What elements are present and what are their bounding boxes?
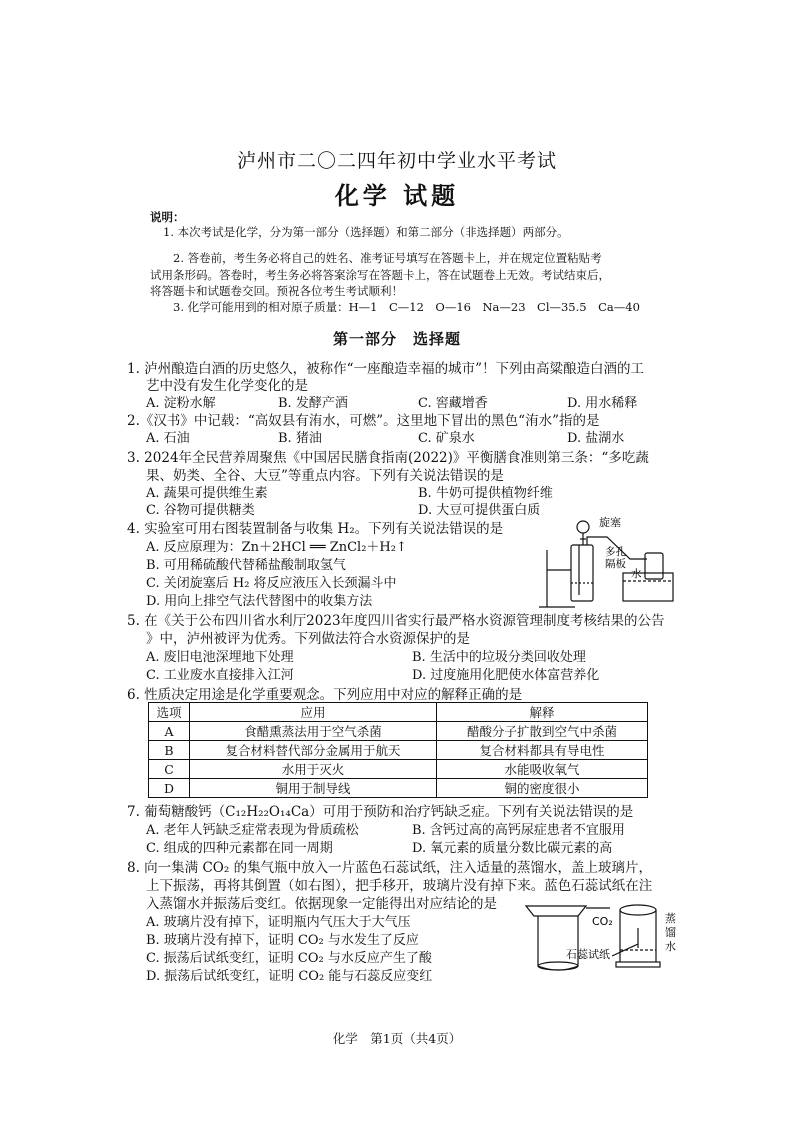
table-cell: 复合材料替代部分金属用于航天 bbox=[190, 741, 437, 760]
distilled-water-label-1: 蒸 bbox=[665, 912, 676, 925]
q4-option-b: B. 可用稀硫酸代替稀盐酸制取氢气 bbox=[146, 558, 346, 573]
note-1: 1. 本次考试是化学，分为第一部分（选择题）和第二部分（非选择题）两部分。 bbox=[163, 225, 569, 239]
section-title: 第一部分 选择题 bbox=[332, 330, 461, 348]
note-3: 3. 化学可能用到的相对原子质量：H—1 C—12 O—16 Na—23 Cl—35.5 Ca—40 bbox=[173, 300, 640, 314]
litmus-paper-label: 石蕊试纸 bbox=[566, 948, 610, 961]
q5-option-c: C. 工业废水直接排入江河 bbox=[146, 668, 294, 683]
exam-subtitle: 化学 试题 bbox=[334, 181, 460, 210]
q5-option-b: B. 生活中的垃圾分类回收处理 bbox=[412, 650, 586, 665]
porous-label-1: 多孔 bbox=[605, 546, 626, 558]
q3-option-a: A. 蔬果可提供维生素 bbox=[146, 486, 268, 501]
page-footer: 化学 第1页（共4页） bbox=[332, 1031, 462, 1046]
table-row bbox=[149, 741, 648, 760]
table-header-explanation: 解释 bbox=[437, 703, 648, 722]
q3-option-b: B. 牛奶可提供植物纤维 bbox=[418, 486, 553, 501]
q8-option-d: D. 振荡后试纸变红，证明 CO₂ 能与石蕊反应变红 bbox=[146, 969, 433, 984]
q8-option-b: B. 玻璃片没有掉下，证明 CO₂ 与水发生了反应 bbox=[146, 933, 419, 948]
q2-stem: 2.《汉书》中记载：“高奴县有洧水，可燃”。这里地下冒出的黑色“洧水”指的是 bbox=[127, 413, 600, 429]
q2-option-b: B. 猪油 bbox=[278, 431, 322, 446]
q8-stem-line1: 8. 向一集满 CO₂ 的集气瓶中放入一片蓝色石蕊试纸，注入适量的蒸馏水，盖上玻璃片， bbox=[127, 860, 653, 876]
q8-option-a: A. 玻璃片没有掉下，证明瓶内气压大于大气压 bbox=[146, 915, 411, 930]
table-cell: 水用于灭火 bbox=[190, 760, 437, 779]
q1-option-a: A. 淀粉水解 bbox=[146, 396, 216, 411]
q7-option-b: B. 含钙过高的高钙尿症患者不宜服用 bbox=[412, 823, 625, 838]
exam-title: 泸州市二〇二四年初中学业水平考试 bbox=[236, 150, 557, 172]
table-cell: A bbox=[149, 722, 190, 741]
table-cell: 醋酸分子扩散到空气中杀菌 bbox=[437, 722, 648, 741]
table-header-application: 应用 bbox=[190, 703, 437, 722]
table-row bbox=[149, 779, 648, 798]
q5-option-d: D. 过度施用化肥使水体富营养化 bbox=[412, 668, 600, 683]
q1-option-d: D. 用水稀释 bbox=[567, 396, 638, 411]
valve-label: 旋塞 bbox=[599, 516, 621, 529]
q4-option-d: D. 用向上排空气法代替图中的收集方法 bbox=[146, 594, 373, 609]
q1-stem-line1: 1. 泸州酿造白酒的历史悠久，被称作“一座酿造幸福的城市”！下列由高粱酿造白酒的工 bbox=[127, 361, 644, 377]
q8-stem-line2: 上下振荡，再将其倒置（如右图），把手移开，玻璃片没有掉下来。蓝色石蕊试纸在注 bbox=[146, 878, 653, 894]
q6-table bbox=[148, 702, 648, 798]
table-cell: 食醋熏蒸法用于空气杀菌 bbox=[190, 722, 437, 741]
q4-option-a: A. 反应原理为：Zn＋2HCl ══ ZnCl₂＋H₂↑ bbox=[146, 540, 407, 555]
note-2-line2: 试用条形码。答卷时，考生务必将答案涂写在答题卡上，答在试题卷上无效。考试结束后， bbox=[150, 268, 610, 282]
q6-stem: 6. 性质决定用途是化学重要观念。下列应用中对应的解释正确的是 bbox=[127, 687, 523, 703]
q3-option-d: D. 大豆可提供蛋白质 bbox=[418, 503, 541, 518]
q2-option-a: A. 石油 bbox=[146, 431, 190, 446]
table-header-option: 选项 bbox=[149, 703, 190, 722]
q8-option-c: C. 振荡后试纸变红，证明 CO₂ 与水反应产生了酸 bbox=[146, 951, 432, 966]
co2-bottle-figure bbox=[520, 898, 690, 978]
q1-option-b: B. 发酵产酒 bbox=[278, 396, 348, 411]
table-cell: C bbox=[149, 760, 190, 779]
q5-stem-line1: 5. 在《关于公布四川省水利厅2023年度四川省实行最严格水资源管理制度考核结果的公告 bbox=[127, 613, 665, 629]
table-header-row bbox=[149, 703, 648, 722]
water-label: 水 bbox=[631, 568, 642, 580]
q2-option-c: C. 矿泉水 bbox=[418, 431, 475, 446]
table-cell: 复合材料都具有导电性 bbox=[437, 741, 648, 760]
table-cell: 铜的密度很小 bbox=[437, 779, 648, 798]
q7-option-d: D. 氧元素的质量分数比碳元素的高 bbox=[412, 841, 613, 856]
q8-stem-line3: 入蒸馏水并振荡后变红。依据现象一定能得出对应结论的是 bbox=[146, 896, 497, 912]
q7-stem: 7. 葡萄糖酸钙（C₁₂H₂₂O₁₄Ca）可用于预防和治疗钙缺乏症。下列有关说法错误的是 bbox=[127, 804, 634, 820]
q4-option-c: C. 关闭旋塞后 H₂ 将反应液压入长颈漏斗中 bbox=[146, 576, 397, 591]
hydrogen-apparatus-figure bbox=[535, 515, 685, 610]
table-row bbox=[149, 722, 648, 741]
q3-stem-line1: 3. 2024年全民营养周聚焦《中国居民膳食指南(2022)》平衡膳食准则第三条：“多吃蔬 bbox=[127, 450, 649, 466]
porous-label-2: 隔板 bbox=[605, 558, 626, 570]
q7-option-c: C. 组成的四种元素都在同一周期 bbox=[146, 841, 333, 856]
q5-stem-line2: 》中，泸州被评为优秀。下列做法符合水资源保护的是 bbox=[146, 631, 470, 647]
table-cell: 铜用于制导线 bbox=[190, 779, 437, 798]
distilled-water-label-3: 水 bbox=[665, 940, 676, 953]
note-2-line1: 2. 答卷前，考生务必将自己的姓名、准考证号填写在答题卡上，并在规定位置粘贴考 bbox=[173, 251, 602, 265]
table-row bbox=[149, 760, 648, 779]
q1-stem-line2: 艺中没有发生化学变化的是 bbox=[146, 378, 308, 394]
table-cell: D bbox=[149, 779, 190, 798]
distilled-water-label-2: 馏 bbox=[665, 926, 676, 939]
table-cell: B bbox=[149, 741, 190, 760]
notes-heading: 说明： bbox=[150, 210, 185, 224]
q2-option-d: D. 盐湖水 bbox=[567, 431, 625, 446]
q7-option-a: A. 老年人钙缺乏症常表现为骨质疏松 bbox=[146, 823, 359, 838]
q5-option-a: A. 废旧电池深埋地下处理 bbox=[146, 650, 294, 665]
co2-label: CO₂ bbox=[592, 915, 613, 928]
q1-option-c: C. 窖藏增香 bbox=[418, 396, 488, 411]
q3-stem-line2: 果、奶类、全谷、大豆”等重点内容。下列有关说法错误的是 bbox=[146, 468, 504, 484]
q4-stem: 4. 实验室可用右图装置制备与收集 H₂。下列有关说法错误的是 bbox=[127, 521, 504, 537]
table-cell: 水能吸收氧气 bbox=[437, 760, 648, 779]
note-2-line3: 将答题卡和试题卷交回。预祝各位考生考试顺利！ bbox=[150, 284, 403, 298]
q3-option-c: C. 谷物可提供糖类 bbox=[146, 503, 255, 518]
